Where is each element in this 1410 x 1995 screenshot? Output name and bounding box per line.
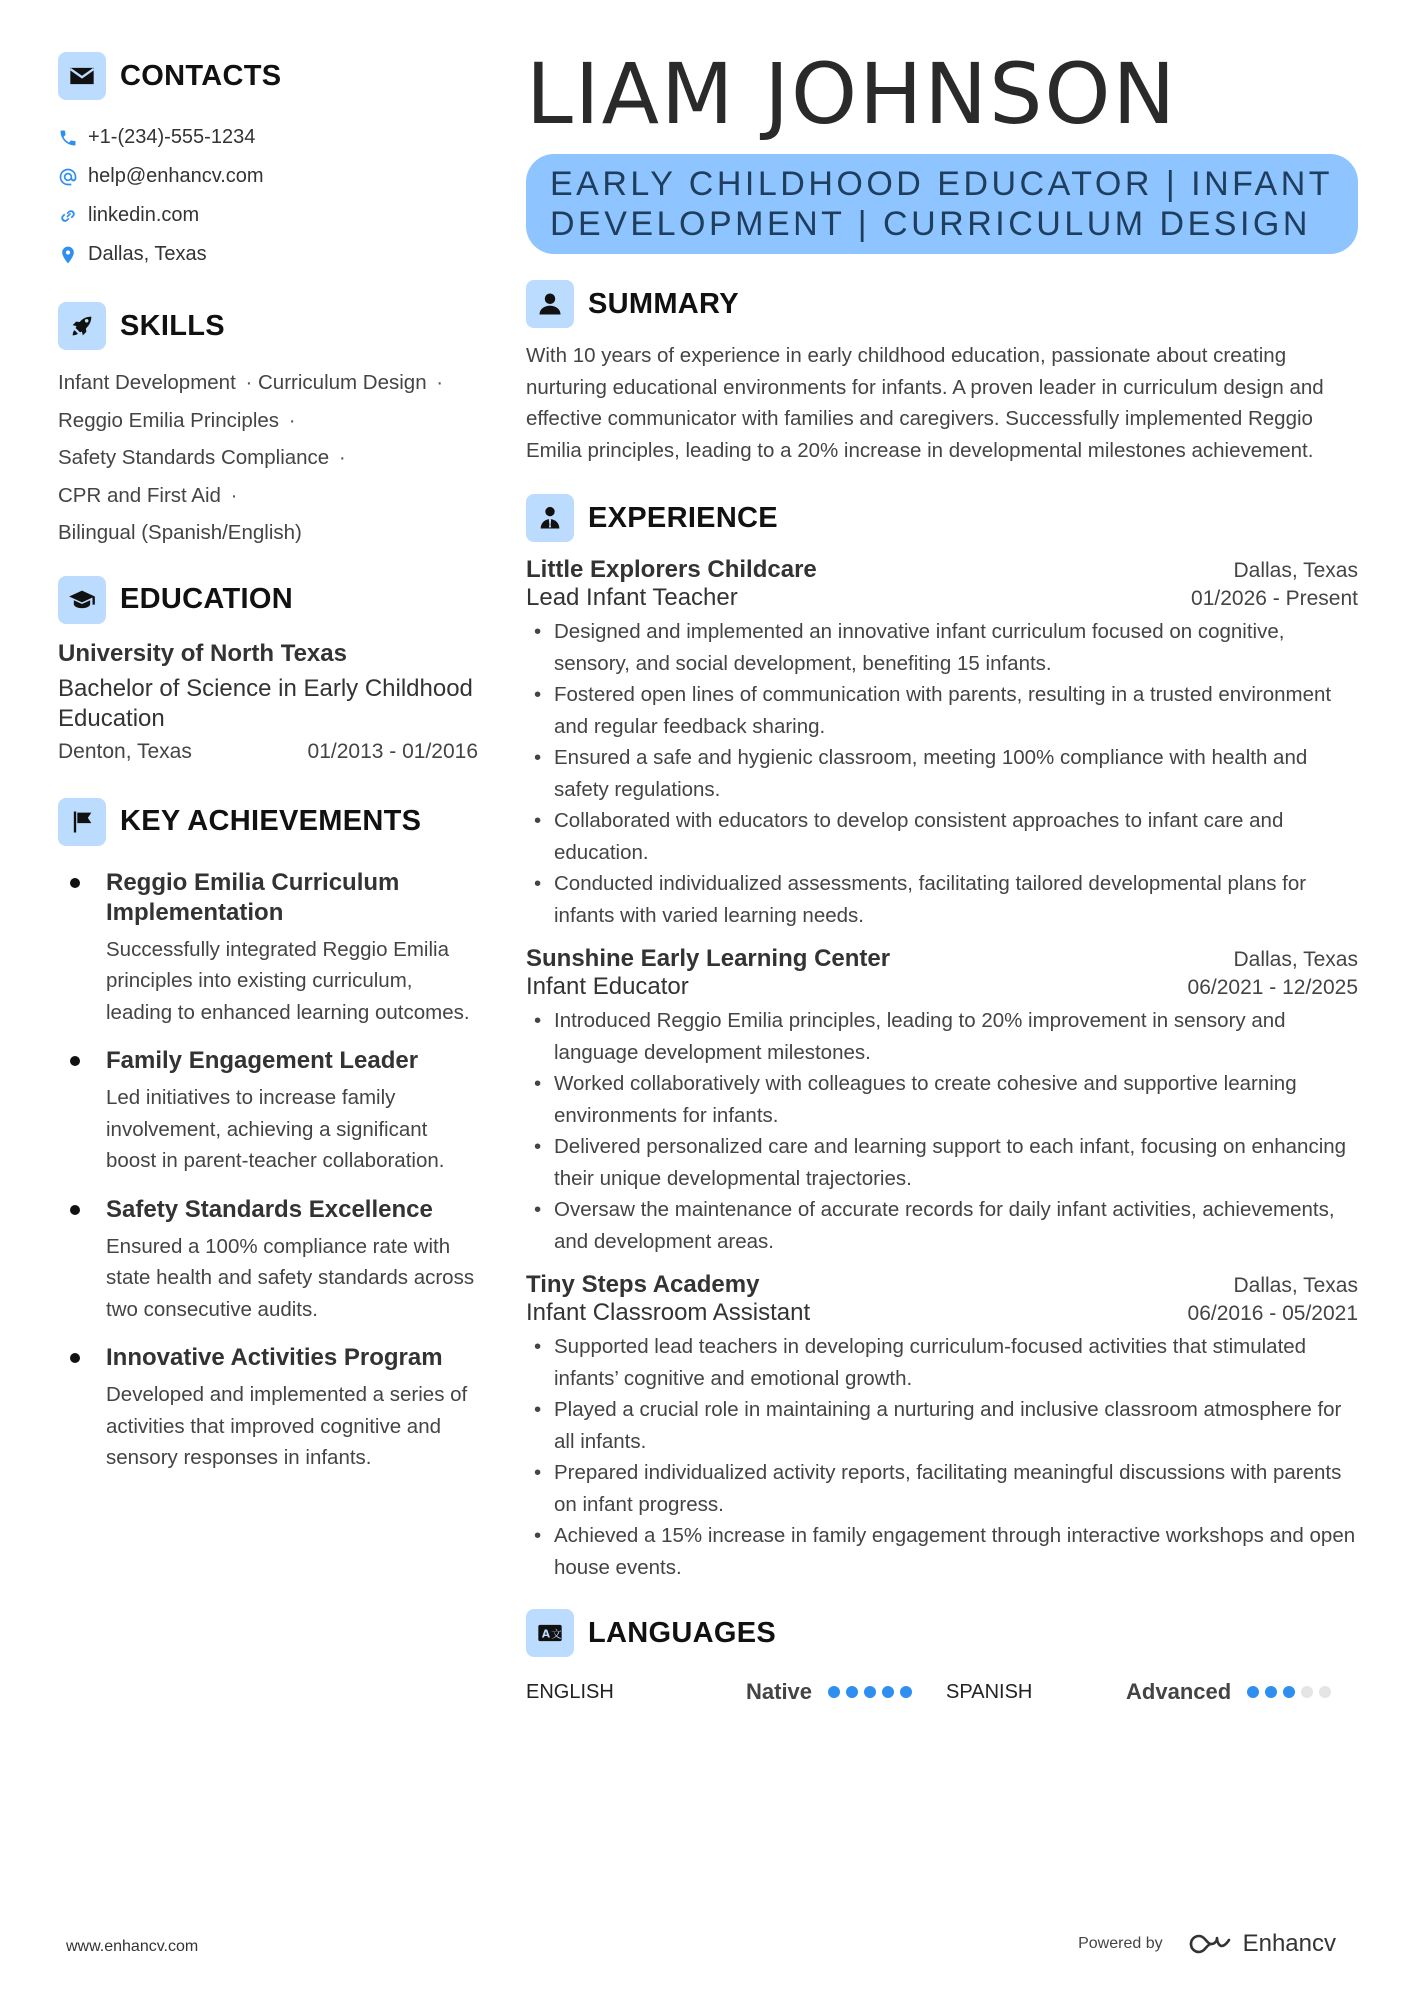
contact-location <box>58 235 478 274</box>
rating-dot-filled <box>900 1686 912 1698</box>
candidate-title: EARLY CHILDHOOD EDUCATOR | INFANT DEVELOPMENT | CURRICULUM DESIGN <box>550 165 1333 243</box>
right-column <box>526 45 1358 1705</box>
education-header <box>58 576 478 624</box>
languages-row <box>526 1679 1358 1705</box>
rating-dot-filled <box>882 1686 894 1698</box>
job-bullets <box>526 1331 1358 1583</box>
skills-section <box>58 302 478 552</box>
rocket-icon <box>58 302 106 350</box>
achievement-desc: Developed and implemented a series of activities that improved cognitive and sensory responses in infants. <box>106 1383 468 1469</box>
education-meta <box>58 740 478 764</box>
education-title: EDUCATION <box>120 583 293 615</box>
experience-header <box>526 494 1358 542</box>
job-bullet: • Worked collaboratively with colleagues to create cohesive and supportive learning environments for infants. <box>526 1068 1358 1131</box>
rating-dot-filled <box>1283 1686 1295 1698</box>
achievement-title: Reggio Emilia Curriculum Implementation <box>106 868 400 926</box>
education-school: University of North Texas <box>58 639 347 667</box>
skill-item: Infant Development <box>58 371 236 394</box>
bullet-dot <box>70 878 80 888</box>
job-entry <box>526 556 1358 931</box>
job-company: Little Explorers Childcare <box>526 556 817 583</box>
achievement-desc: Successfully integrated Reggio Emilia principles into existing curriculum, leading to enhanced learning outcomes. <box>106 937 470 1024</box>
summary-title: SUMMARY <box>588 287 739 320</box>
job-entry <box>526 945 1358 1257</box>
skills-list: Infant Development · Curriculum Design · Reggio Emilia Principles · Safety Standards Compliance · CPR and First Aid · Bilingual (Spanish/English) <box>58 371 444 544</box>
education-section <box>58 576 478 764</box>
rating-dot-filled <box>1247 1686 1259 1698</box>
language-name: SPANISH <box>946 1680 1033 1703</box>
flag-icon <box>58 798 106 846</box>
powered-by-text: Powered by <box>1078 1935 1163 1952</box>
job-bullet: • Supported lead teachers in developing curriculum-focused activities that stimulated infants’ cognitive and emotional growth. <box>526 1331 1358 1394</box>
achievement-desc: Ensured a 100% compliance rate with state health and safety standards across two consecutive audits. <box>106 1234 475 1321</box>
job-dates: 01/2026 - Present <box>1191 587 1358 610</box>
bullet-dot <box>70 1056 80 1066</box>
job-location: Dallas, Texas <box>1233 559 1358 582</box>
skills-title: SKILLS <box>120 309 225 342</box>
rating-dot-filled <box>828 1686 840 1698</box>
linkedin-text: linkedin.com <box>88 204 200 226</box>
left-column <box>58 52 478 1492</box>
contacts-header <box>58 52 478 100</box>
achievement-item <box>58 1195 478 1326</box>
rating-dot-filled <box>864 1686 876 1698</box>
skill-item: Curriculum Design <box>258 371 427 394</box>
footer-branding <box>1078 1930 1336 1958</box>
svg-text:文: 文 <box>551 1628 562 1641</box>
experience-section <box>526 494 1358 1583</box>
job-role: Infant Educator <box>526 973 689 1000</box>
job-entry <box>526 1271 1358 1583</box>
achievement-item <box>58 868 478 1029</box>
job-bullet: • Delivered personalized care and learning support to each infant, focusing on enhancing their unique developmental trajectories. <box>526 1131 1358 1194</box>
skill-item: Bilingual (Spanish/English) <box>58 521 302 544</box>
contact-linkedin[interactable] <box>58 196 478 235</box>
job-bullet: • Collaborated with educators to develop consistent approaches to infant care and education. <box>526 805 1358 868</box>
enhancv-logo-icon <box>1187 1932 1233 1956</box>
location-pin-icon <box>58 245 78 265</box>
contacts-section <box>58 52 478 274</box>
language-rating <box>828 1686 912 1698</box>
title-banner <box>526 154 1358 254</box>
achievement-desc: Led initiatives to increase family involvement, achieving a significant boost in parent-teacher collaboration. <box>106 1086 445 1172</box>
job-bullet: • Played a crucial role in maintaining a nurturing and inclusive classroom atmosphere for all infants. <box>526 1394 1358 1457</box>
achievement-title: Safety Standards Excellence <box>106 1195 433 1223</box>
rating-dot-filled <box>846 1686 858 1698</box>
skills-header <box>58 302 478 350</box>
rating-dot-empty <box>1319 1686 1331 1698</box>
job-role: Lead Infant Teacher <box>526 584 738 611</box>
skill-item: Safety Standards Compliance <box>58 446 330 469</box>
job-location: Dallas, Texas <box>1233 948 1358 971</box>
phone-text: +1-(234)-555-1234 <box>88 126 256 148</box>
translate-icon <box>526 1609 574 1657</box>
achievement-item <box>58 1046 478 1177</box>
job-bullet: • Designed and implemented an innovative infant curriculum focused on cognitive, sensory, and social development, benefiting 15 infants. <box>526 616 1358 679</box>
education-degree: Bachelor of Science in Early Childhood Education <box>58 674 473 732</box>
svg-text:A: A <box>541 1628 550 1641</box>
job-bullet: • Oversaw the maintenance of accurate records for daily infant activities, achievements, and development areas. <box>526 1194 1358 1257</box>
job-dates: 06/2021 - 12/2025 <box>1187 976 1358 999</box>
job-bullet: • Achieved a 15% increase in family engagement through interactive workshops and open house events. <box>526 1520 1358 1583</box>
job-role: Infant Classroom Assistant <box>526 1299 811 1326</box>
contacts-title: CONTACTS <box>120 59 282 92</box>
link-icon <box>58 206 78 226</box>
brand-name: Enhancv <box>1242 1930 1336 1957</box>
education-location: Denton, Texas <box>58 739 192 763</box>
job-bullet: • Fostered open lines of communication with parents, resulting in a trusted environment and regular feedback sharing. <box>526 679 1358 742</box>
summary-header <box>526 280 1358 328</box>
language-rating <box>1247 1686 1331 1698</box>
summary-section <box>526 280 1358 466</box>
bullet-dot <box>70 1353 80 1363</box>
job-bullet: • Ensured a safe and hygienic classroom, meeting 100% compliance with health and safety regulations. <box>526 742 1358 805</box>
experience-title: EXPERIENCE <box>588 501 778 534</box>
bullet-dot <box>70 1205 80 1215</box>
summary-text: With 10 years of experience in early childhood education, passionate about creating nurturing educational environments for infants. A proven leader in curriculum design and effective communicator with families and caregivers. Successfully implemented Reggio Emilia principles, leading to a 20% increase in developmental milestones achievement. <box>526 344 1324 462</box>
achievements-header <box>58 798 478 846</box>
graduation-cap-icon <box>58 576 106 624</box>
job-bullets <box>526 1005 1358 1257</box>
skill-item: CPR and First Aid <box>58 483 221 507</box>
envelope-icon <box>58 52 106 100</box>
phone-icon <box>58 128 78 148</box>
achievement-title: Innovative Activities Program <box>106 1344 443 1371</box>
user-icon <box>526 280 574 328</box>
contact-phone[interactable] <box>58 118 478 157</box>
achievement-title: Family Engagement Leader <box>106 1047 419 1074</box>
language-level: Advanced <box>1126 1679 1232 1704</box>
location-text: Dallas, Texas <box>88 243 207 265</box>
skill-item: Reggio Emilia Principles <box>58 408 280 432</box>
job-location: Dallas, Texas <box>1233 1274 1358 1297</box>
achievements-section <box>58 798 478 1474</box>
job-bullets <box>526 616 1358 931</box>
job-dates: 06/2016 - 05/2021 <box>1187 1302 1358 1325</box>
achievement-item <box>58 1343 478 1474</box>
job-bullet: • Conducted individualized assessments, facilitating tailored developmental plans for infants with varied learning needs. <box>526 868 1358 931</box>
language-name: ENGLISH <box>526 1680 614 1703</box>
rating-dot-empty <box>1301 1686 1313 1698</box>
enhancv-logo[interactable] <box>1187 1930 1336 1958</box>
at-icon <box>58 167 78 187</box>
language-level: Native <box>746 1679 813 1704</box>
briefcase-user-icon <box>526 494 574 542</box>
languages-header <box>526 1609 1358 1657</box>
email-text: help@enhancv.com <box>88 165 264 187</box>
candidate-name: LIAM JOHNSON <box>526 45 1178 143</box>
languages-section <box>526 1609 1358 1705</box>
job-company: Sunshine Early Learning Center <box>526 945 891 972</box>
footer-website[interactable]: www.enhancv.com <box>66 1938 199 1955</box>
job-bullet: • Introduced Reggio Emilia principles, leading to 20% improvement in sensory and language development milestones. <box>526 1005 1358 1068</box>
languages-title: LANGUAGES <box>588 1616 776 1649</box>
job-company: Tiny Steps Academy <box>526 1271 760 1298</box>
achievements-title: KEY ACHIEVEMENTS <box>120 805 422 837</box>
rating-dot-filled <box>1265 1686 1277 1698</box>
contact-email[interactable] <box>58 157 478 196</box>
job-bullet: • Prepared individualized activity reports, facilitating meaningful discussions with parents on infant progress. <box>526 1457 1358 1520</box>
education-dates: 01/2013 - 01/2016 <box>307 739 478 763</box>
